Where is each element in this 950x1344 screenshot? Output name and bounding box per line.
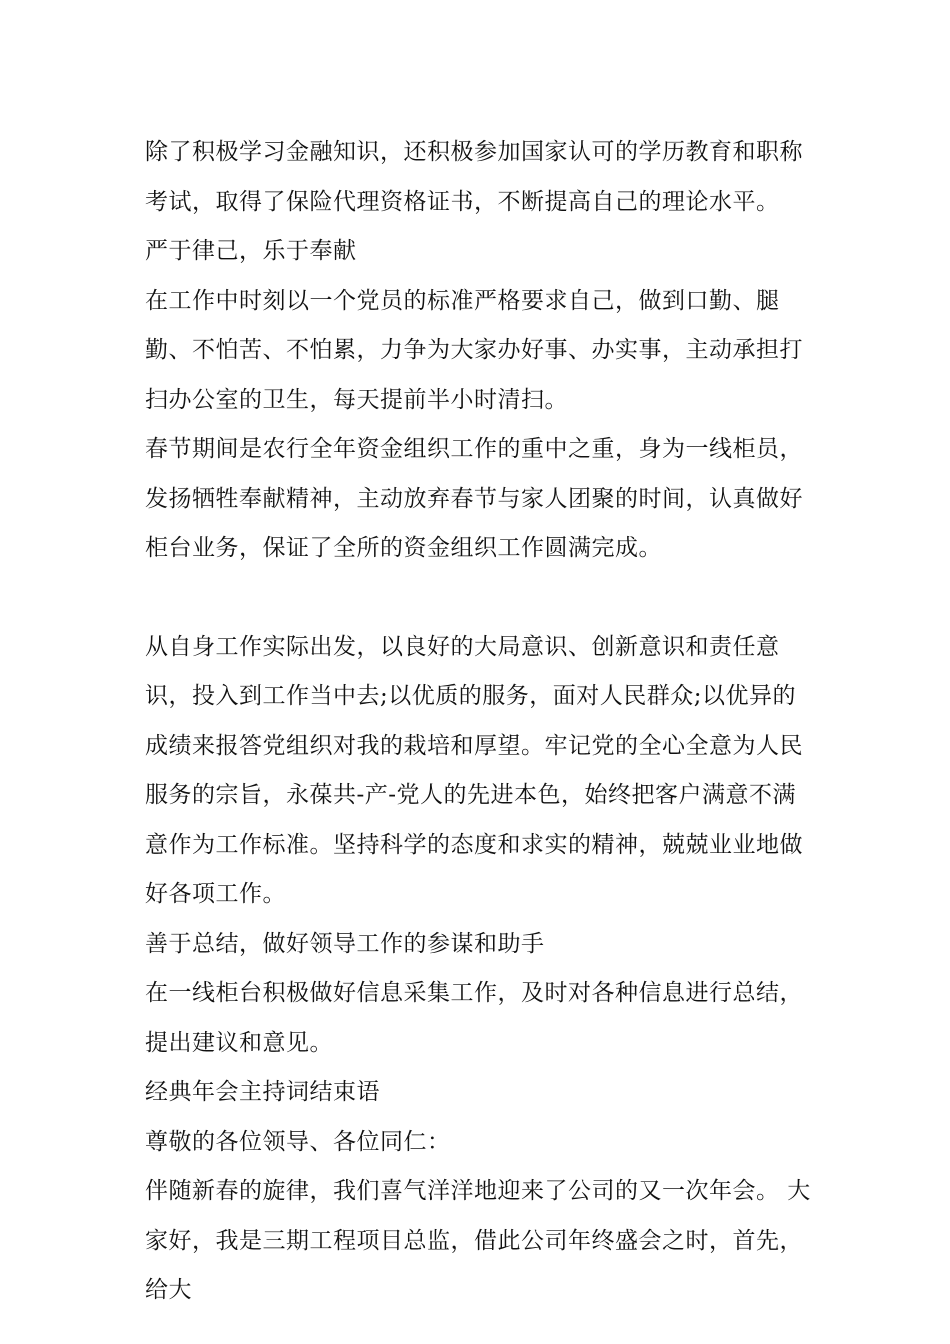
paragraph-gap bbox=[145, 574, 815, 623]
paragraph-spring-festival: 春节期间是农行全年资金组织工作的重中之重，身为一线柜员，发扬牺牲奉献精神，主动放弃春节与家人团聚的时间，认真做好柜台业务，保证了全所的资金组织工作圆满完成。 bbox=[145, 436, 803, 561]
heading-self-discipline: 严于律己，乐于奉献 bbox=[145, 238, 357, 264]
paragraph-work-practice: 从自身工作实际出发，以良好的大局意识、创新意识和责任意识，投入到工作当中去;以优质的服务，面对人民群众;以优异的成绩来报答党组织对我的栽培和厚望。牢记党的全心全意为人民服务的宗旨，永葆共-产-党人的先进本色，始终把客户满意不满意作为工作标准。坚持科学的态度和求实的精神，兢兢业业地做好各项工作。 bbox=[145, 633, 803, 907]
heading-summary: 善于总结，做好领导工作的参谋和助手 bbox=[145, 930, 545, 957]
greeting-line: 尊敬的各位领导、各位同仁： bbox=[145, 1128, 451, 1155]
paragraph-annual-meeting: 伴随新春的旋律，我们喜气洋洋地迎来了公司的又一次年会。 大家好，我是三期工程项目总监，借此公司年终盛会之时，首先，给大 bbox=[145, 1178, 811, 1303]
paragraph-information: 在一线柜台积极做好信息采集工作，及时对各种信息进行总结，提出建议和意见。 bbox=[145, 980, 803, 1056]
paragraph-study: 除了积极学习金融知识，还积极参加国家认可的学历教育和职称考试，取得了保险代理资格证书，不断提高自己的理论水平。 bbox=[145, 139, 803, 215]
document-body bbox=[145, 128, 815, 1316]
heading-annual-meeting: 经典年会主持词结束语 bbox=[145, 1079, 380, 1105]
paragraph-work-standard: 在工作中时刻以一个党员的标准严格要求自己，做到口勤、腿勤、不怕苦、不怕累，力争为大家办好事、办实事，主动承担打扫办公室的卫生，每天提前半小时清扫。 bbox=[145, 287, 803, 413]
